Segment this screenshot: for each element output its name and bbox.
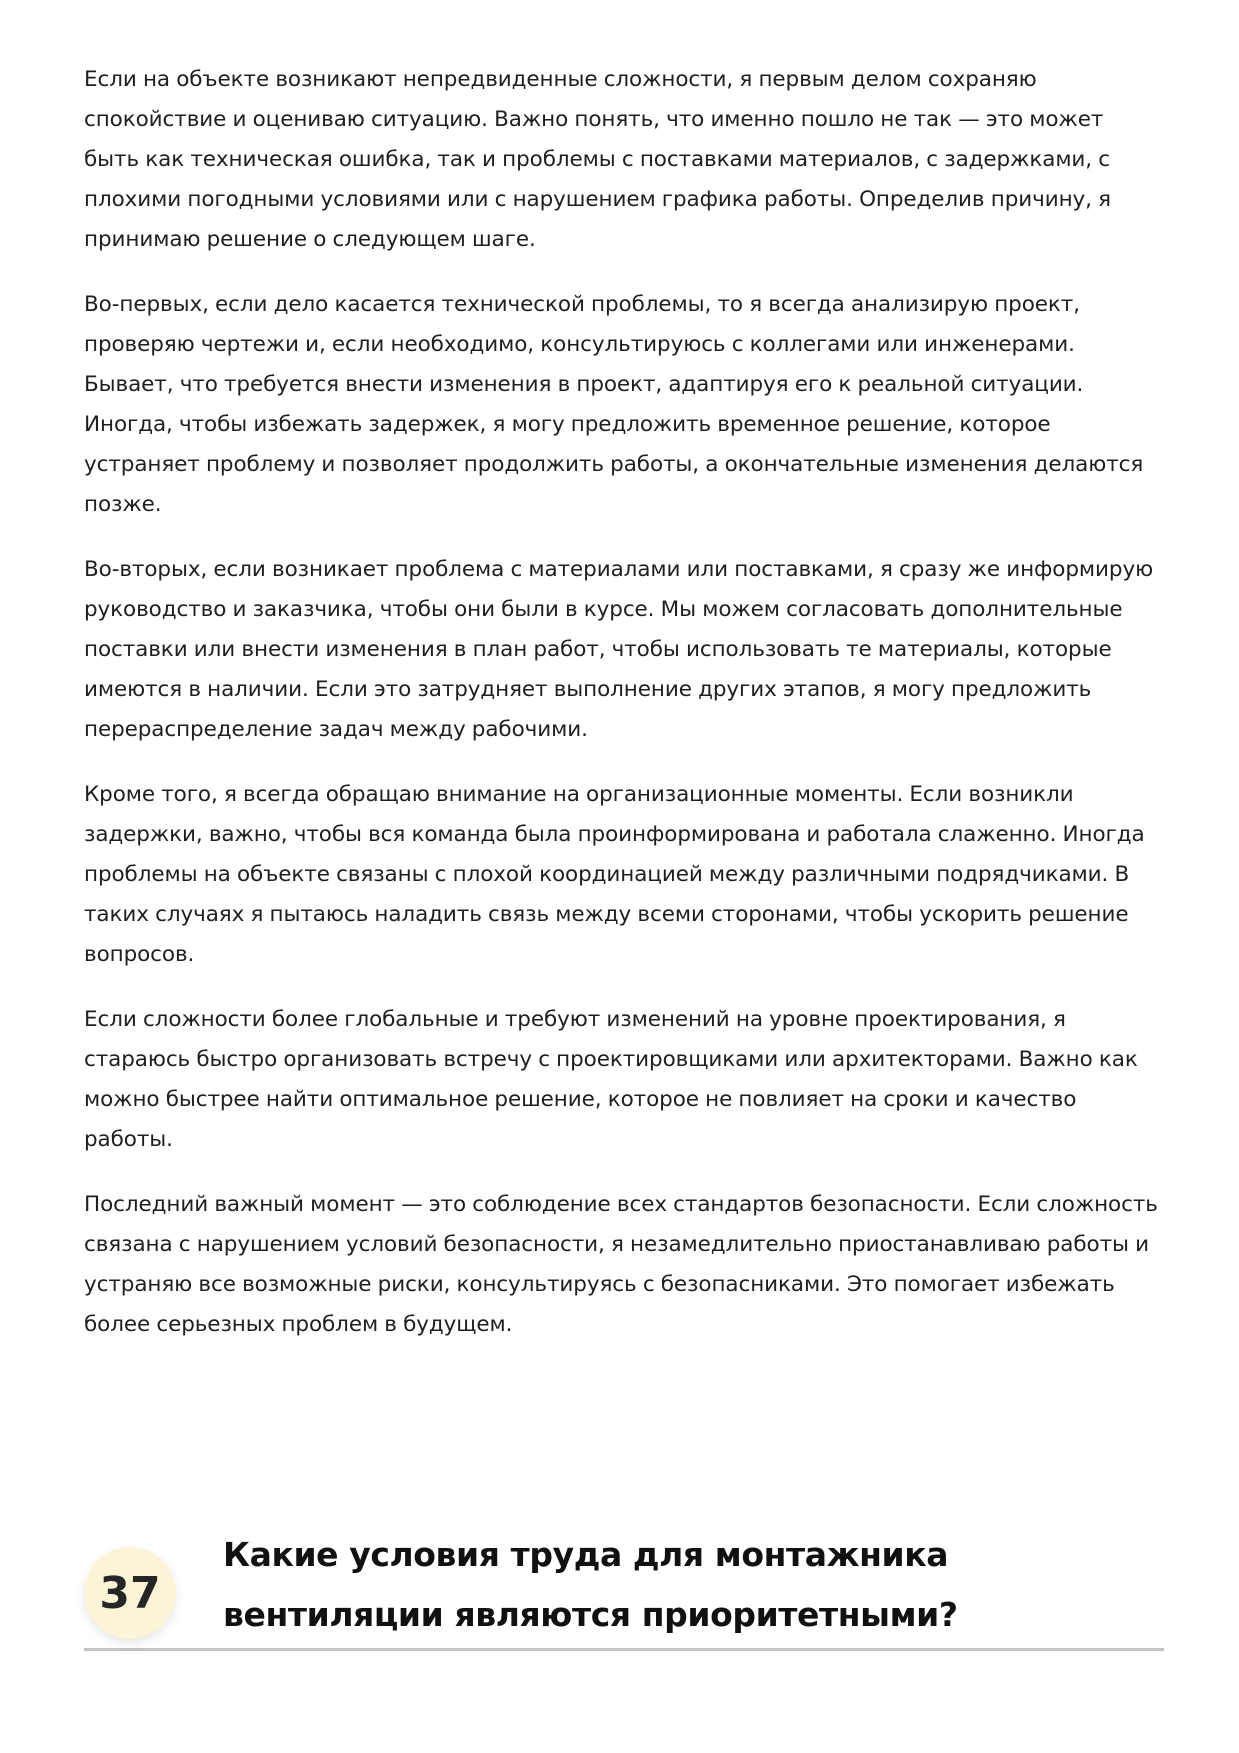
answer-body: [84, 60, 1164, 1370]
answer-paragraph-4: Кроме того, я всегда обращаю внимание на организационные моменты. Если возникли задержки, важно, чтобы вся команда была проинформирована и работала слаженно. Иногда проблемы на объекте связаны с плохой координацией между различными подрядчиками. В таких случаях я пытаюсь наладить связь между всеми сторонами, чтобы ускорить решение вопросов.: [84, 782, 1145, 967]
question-title: Какие условия труда для монтажника вентиляции являются приоритетными?: [223, 1535, 958, 1634]
answer-paragraph-3: Во-вторых, если возникает проблема с материалами или поставками, я сразу же информирую руководство и заказчика, чтобы они были в курсе. Мы можем согласовать дополнительные поставки или внести изменения в план работ, чтобы использовать те материалы, которые имеются в наличии. Если это затрудняет выполнение других этапов, я могу предложить перераспределение задач между рабочими.: [84, 557, 1154, 742]
answer-paragraph-2: Во-первых, если дело касается технической проблемы, то я всегда анализирую проект, проверяю чертежи и, если необходимо, консультируюсь с коллегами или инженерами. Бывает, что требуется внести изменения в проект, адаптируя его к реальной ситуации. Иногда, чтобы избежать задержек, я могу предложить временное решение, которое устраняет проблему и позволяет продолжить работы, а окончательные изменения делаются позже.: [84, 292, 1144, 517]
question-number-badge: 37: [84, 1547, 176, 1639]
answer-paragraph-5: Если сложности более глобальные и требуют изменений на уровне проектирования, я стараюсь быстро организовать встречу с проектировщиками или архитекторами. Важно как можно быстрее найти оптимальное решение, которое не повлияет на сроки и качество работы.: [84, 1007, 1138, 1152]
question-header: [84, 1525, 1164, 1651]
answer-paragraph-6: Последний важный момент — это соблюдение всех стандартов безопасности. Если сложность связана с нарушением условий безопасности, я незамедлительно приостанавливаю работы и устраняю все возможные риски, консультируясь с безопасниками. Это помогает избежать более серьезных проблем в будущем.: [84, 1192, 1158, 1337]
answer-paragraph-1: Если на объекте возникают непредвиденные сложности, я первым делом сохраняю спокойствие и оцениваю ситуацию. Важно понять, что именно пошло не так — это может быть как техническая ошибка, так и проблемы с поставками материалов, с задержками, с плохими погодными условиями или с нарушением графика работы. Определив причину, я принимаю решение о следующем шаге.: [84, 67, 1111, 252]
